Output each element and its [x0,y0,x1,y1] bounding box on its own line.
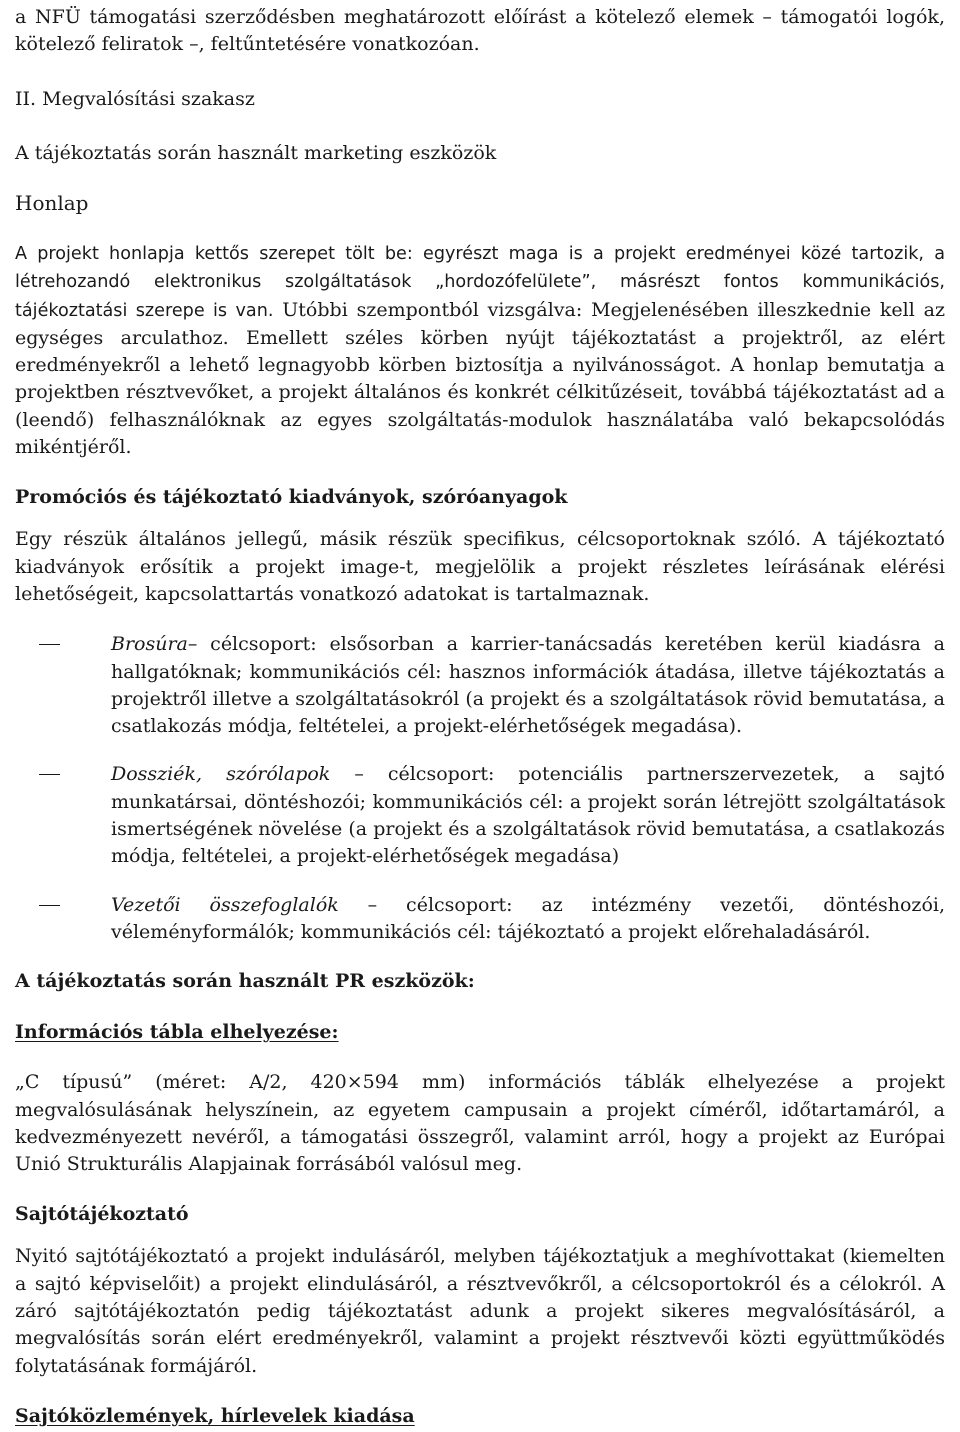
list-item-text: célcsoport: az intézmény vezetői, döntéshozói, véleményformálók; kommunikációs cél: tájékoztató a projekt előrehaladásáról. [111,893,945,943]
info-tabla-paragraph: „C típusú” (méret: A/2, 420×594 mm) információs táblák elhelyezése a projekt megvalósulásának helyszínein, az egyetem campusain a projekt címéről, időtartamáról, a kedvezményezett nevéről, a támogatási összegről, valamint arról, hogy a projekt az Európai Unió Strukturális Alapjainak forrásából valósul meg. [15,1071,945,1176]
pr-heading: A tájékoztatás során használt PR eszközök: [15,970,475,993]
dash-bullet-icon [39,905,60,906]
list-item-dash: – [330,763,364,786]
section-heading: II. Megvalósítási szakasz [15,88,255,110]
promo-list [15,631,945,946]
info-tabla-heading: Információs tábla elhelyezése: [15,1021,339,1044]
honlap-paragraph [15,240,945,461]
sajto-paragraph: Nyitó sajtótájékoztató a projekt indulásáról, melyben tájékoztatjuk a meghívottakat (kiemelten a sajtó képviselőit) a projekt elindulásáról, a résztvevőkről, a célcsoportokról és a célokról. A záró sajtótájékoztatón pedig tájékoztatást adunk a projekt sikeres megvalósításáról, a megvalósítás során elért eredményekről, valamint a projekt résztvevői közti együttműködés folytatásának formájáról. [15,1245,945,1377]
dash-bullet-icon [39,644,60,645]
list-item-text: célcsoport: elsősorban a karrier-tanácsadás keretében kerül kiadásra a hallgatóknak; kommunikációs cél: hasznos információk átadása, illetve tájékoztatás a projektről illetve a szolgáltatásokról (a projekt és a szolgáltatások rövid bemutatása, a csatlakozás módja, feltételei, a projekt-elérhetőségek megadása). [111,633,945,738]
list-item-dash: – [338,893,378,916]
list-item-term: Dossziék, szórólapok [111,763,331,786]
dash-bullet-icon [39,774,60,775]
list-item [15,761,945,870]
promo-heading: Promóciós és tájékoztató kiadványok, szóróanyagok [15,486,568,509]
honlap-paragraph-sans: A projekt honlapja kettős szerepet tölt be: egyrészt maga is a projekt eredményei közé tartozik, a létrehozandó elektronikus szolgáltatások „hordozófelülete”, másrészt fontos kommunikációs, tájékoztatási szerepe is van. [15,244,945,321]
list-item-dash: – [187,633,198,656]
list-item-term: Vezetői összefoglalók [111,893,339,916]
honlap-heading: Honlap [15,191,89,215]
section-subheading: A tájékoztatás során használt marketing eszközök [15,142,497,164]
honlap-paragraph-serif: Utóbbi szempontból vizsgálva: Megjelenésében illeszkednie kell az egységes arculathoz. Emellett széles körben nyújt tájékoztatást a projektről, az elért eredményekről a lehető legnagyobb körben biztosítja a nyilvánosságot. A honlap bemutatja a projektben résztvevőket, a projekt általános és konkrét célkitűzéseit, továbbá tájékoztatást ad a (leendő) felhasználóknak az egyes szolgáltatás-modulok használatába való bekapcsolódás mikéntjéről. [15,298,945,459]
list-item [15,631,945,740]
promo-paragraph: Egy részük általános jellegű, másik részük specifikus, célcsoportoknak szóló. A tájékoztató kiadványok erősítik a projekt image-t, megjelölik a projekt részletes leírásának elérési lehetőségeit, kapcsolattartás vonatkozó adatokat is tartalmaznak. [15,528,945,605]
intro-paragraph: a NFÜ támogatási szerződésben meghatározott előírást a kötelező elemek – támogatói logók, kötelező feliratok –, feltűntetésére vonatkozóan. [15,6,945,56]
list-item-term: Brosúra [111,633,188,656]
sajto-heading: Sajtótájékoztató [15,1203,189,1226]
list-item [15,892,945,947]
document-page [15,4,945,1430]
kozlemeny-heading: Sajtóközlemények, hírlevelek kiadása [15,1404,415,1427]
list-item-text: célcsoport: potenciális partnerszervezetek, a sajtó munkatársai, döntéshozói; kommunikációs cél: a projekt során létrejött szolgáltatások ismertségének növelése (a projekt és a szolgáltatások rövid bemutatása, a csatlakozás módja, feltételei, a projekt-elérhetőségek megadása) [111,763,945,868]
